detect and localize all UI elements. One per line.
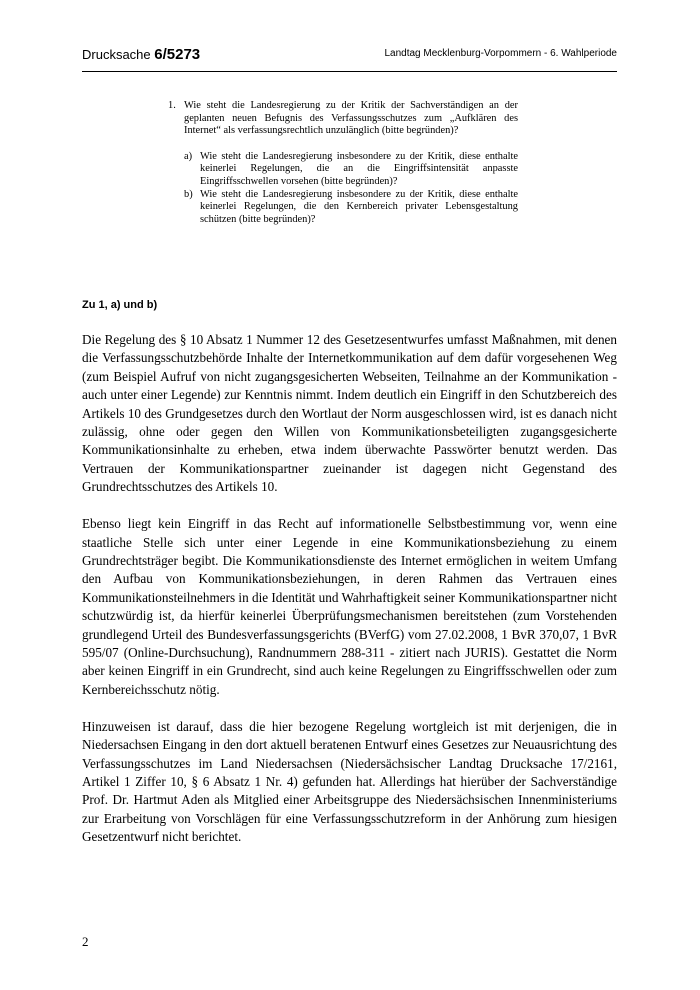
answer-paragraph-2: Ebenso liegt kein Eingriff in das Recht auf informationelle Selbstbestimmung vor, wenn eine staatliche Stelle sich unter einer Legende in eine Kommunikationsbeziehung zu einem Grundrechtsträger begibt. Die Kommunikationsdienste des Internet ermöglichen in weitem Umfang den Aufbau von Kommunikationsbeziehungen, in deren Rahmen das Vertrauen eines Kommunikationsteilnehmers in die Identität und Wahrhaftigkeit seiner Kommunikationspartner nicht schutzwürdig ist, da hierfür keinerlei Überprüfungsmechanismen bereitstehen (zum Vorstehenden grundlegend Urteil des Bundesverfassungsgerichts (BVerfG) vom 27.02.2008, 1 BvR 370,07, 1 BvR 595/07 (Online-Durchsuchung), Randnummern 288-311 - zitiert nach JURIS). Gestattet die Norm aber keinen Eingriff in ein Grundrecht, sind auch keine Regelungen zu Eingriffsschwellen oder zum Kernbereichsschutz nötig. xyxy=(82,516,617,697)
sub-question-label: b) xyxy=(184,188,193,200)
question-main xyxy=(168,100,518,138)
parliament-period: Landtag Mecklenburg-Vorpommern - 6. Wahlperiode xyxy=(384,48,617,59)
answer-heading: Zu 1, a) und b) xyxy=(82,299,158,311)
sub-question-a xyxy=(184,151,518,189)
page-number: 2 xyxy=(82,934,89,949)
question-number: 1. xyxy=(168,100,176,111)
sub-question-label: a) xyxy=(184,150,193,162)
sub-question-text: Wie steht die Landesregierung insbesondere zu der Kritik, diese enthalte keinerlei Regelungen, die den Kernbereich privater Lebensgestaltung schützen (bitte begründen)? xyxy=(200,188,518,225)
document-label: Drucksache xyxy=(82,47,151,62)
sub-question-b xyxy=(184,189,518,227)
answer-body xyxy=(82,331,617,865)
document-number: 6/5273 xyxy=(154,46,201,63)
header-divider xyxy=(82,71,617,72)
page-header xyxy=(82,42,617,66)
question-block xyxy=(168,100,518,226)
sub-question-list xyxy=(184,151,518,227)
answer-paragraph-1: Die Regelung des § 10 Absatz 1 Nummer 12 des Gesetzesentwurfes umfasst Maßnahmen, mit denen die Verfassungsschutzbehörde Inhalte der Internetkommunikation auf dem dafür vorgesehenen Weg (zum Beispiel Aufruf von nicht zugangsgesicherten Webseiten, Teilnahme an der Kommunikation - auch unter einer Legende) zur Kenntnis nimmt. Indem deutlich ein Eingriff in den Schutzbereich des Artikels 10 des Grundgesetzes durch den Wortlaut der Norm ausgeschlossen wird, ist es danach nicht zulässig, ohne oder gegen den Willen von Kommunikationsbeteiligten zugangsgesicherte Kommunikationsinhalte zu erheben, etwa indem überwachte Passwörter benutzt werden. Das Vertrauen der Kommunikationspartner zueinander ist dagegen nicht Gegenstand des Grundrechtsschutzes des Artikels 10. xyxy=(82,332,617,495)
question-text: Wie steht die Landesregierung zu der Kritik der Sachverständigen an der geplanten neuen Befugnis des Verfassungsschutzes zum „Aufklären des Internet“ als verfassungsrechtlich unzulänglich (bitte begründen)? xyxy=(184,100,518,137)
sub-question-text: Wie steht die Landesregierung insbesondere zu der Kritik, diese enthalte keinerlei Regelungen, die an die Eingriffsintensität anpasste Eingriffsschwellen vorsehen (bitte begründen)? xyxy=(200,150,518,187)
document-reference xyxy=(82,46,200,63)
answer-paragraph-3: Hinzuweisen ist darauf, dass die hier bezogene Regelung wortgleich ist mit derjenigen, die in Niedersachsen Eingang in den dort aktuell beratenen Entwurf eines Gesetzes zur Neuausrichtung des Verfassungsschutzes im Land Niedersachsen (Niedersächsischer Landtag Drucksache 17/2161, Artikel 1 Ziffer 10, § 6 Absatz 1 Nr. 4) gefunden hat. Allerdings hat hierüber der Sachverständige Prof. Dr. Hartmut Aden als Mitglied einer Arbeitsgruppe des Niedersächsischen Innenministeriums zur Erarbeitung von Vorschlägen für eine Verfassungsschutzreform in der Anhörung zum hiesigen Gesetzentwurf nicht berichtet. xyxy=(82,718,617,845)
